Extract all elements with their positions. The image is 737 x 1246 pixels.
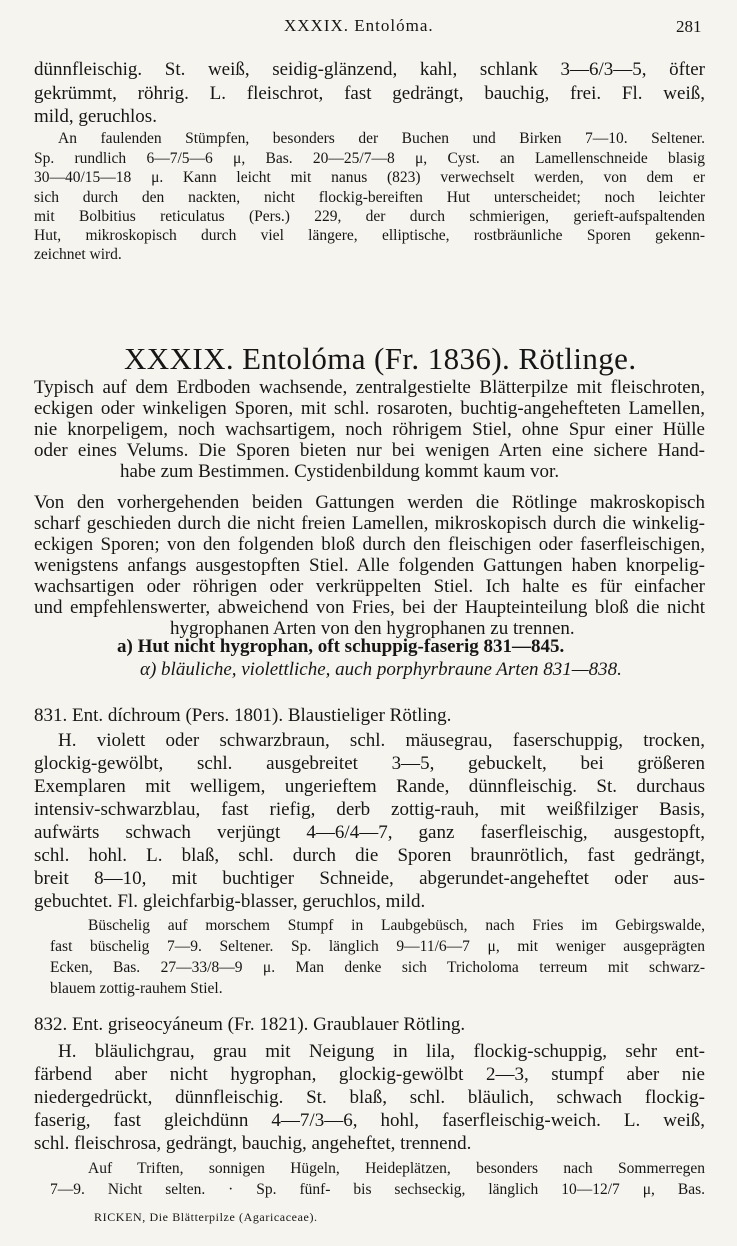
species-heading: 832. Ent. griseocyáneum (Fr. 1821). Graublauer Rötling. xyxy=(34,1014,466,1035)
text-line: schl. fleischrosa, gedrängt, bauchig, angeheftet, trennend. xyxy=(34,1133,472,1154)
text-line: und empfehlenswerter, abweichend von Fries, bei der Haupteinteilung bloß die nicht xyxy=(34,597,705,618)
key-a: a) Hut nicht hygrophan, oft schuppig-faserig 831—845. xyxy=(117,636,565,657)
text-line: eckigen oder winkeligen Sporen, mit schl. rosaroten, buchtig-angehefteten Lamellen, xyxy=(34,398,705,419)
text-line: 7—9. Nicht selten. · Sp. fünf- bis sechseckig, länglich 10—12/7 μ, Bas. xyxy=(50,1181,705,1198)
text-line: intensiv-schwarzblau, fast riefig, derb zottig-rauh, mit weißfilziger Basis, xyxy=(34,799,705,820)
text-line: sich durch den nackten, nicht flockig-bereiften Hut unterscheidet; noch leichter xyxy=(34,189,705,206)
text-line: wenigstens anfangs ausgestopften Stiel. Alle folgenden Gattungen haben knorpelig- xyxy=(34,555,705,576)
text-line: Büschelig auf morschem Stumpf in Laubgebüsch, nach Fries im Gebirgswalde, xyxy=(88,917,705,934)
text-line: Ecken, Bas. 27—33/8—9 μ. Man denke sich Tricholoma terreum mit schwarz- xyxy=(50,959,705,976)
text-line: aufwärts schwach verjüngt 4—6/4—7, ganz faserfleischig, ausgestopft, xyxy=(34,822,705,843)
text-line: Typisch auf dem Erdboden wachsende, zentralgestielte Blätterpilze mit fleischroten, xyxy=(34,377,705,398)
running-head: XXXIX. Entolóma. xyxy=(284,16,434,35)
text-line: scharf geschieden durch die nicht freien Lamellen, mikroskopisch durch die winkelig- xyxy=(34,513,705,534)
text-line: färbend aber nicht hygrophan, glockig-gewölbt 2—3, stumpf aber nie xyxy=(34,1064,705,1085)
text-line: oder eines Velums. Die Sporen bieten nur bei wenigen Arten eine sichere Hand- xyxy=(34,440,705,461)
text-line: Von den vorhergehenden beiden Gattungen werden die Rötlinge makroskopisch xyxy=(34,492,705,513)
text-line: wachsartigen oder röhrigen oder verkrüppelten Stiel. Ich halte es für einfacher xyxy=(34,576,705,597)
text-line: glockig-gewölbt, schl. ausgebreitet 3—5, gebuckelt, bei größeren xyxy=(34,753,705,774)
text-line: Sp. rundlich 6—7/5—6 μ, Bas. 20—25/7—8 μ, Cyst. an Lamellenschneide blasig xyxy=(34,150,705,167)
text-line: Auf Triften, sonnigen Hügeln, Heideplätzen, besonders nach Sommerregen xyxy=(88,1160,705,1177)
key-alpha: α) bläuliche, violettliche, auch porphyrbraune Arten 831—838. xyxy=(140,659,622,680)
text-line: blauem zottig-rauhem Stiel. xyxy=(50,980,223,997)
text-line: 30—40/15—18 μ. Kann leicht mit nanus (823) verwechselt werden, von dem er xyxy=(34,169,705,186)
text-line: hygrophanen Arten von den hygrophanen zu trennen. xyxy=(170,618,575,639)
text-line: nie knorpeligem, noch wachsartigem, noch röhrigem Stiel, ohne Spur einer Hülle xyxy=(34,419,705,440)
text-line: gebuchtet. Fl. gleichfarbig-blasser, geruchlos, mild. xyxy=(34,891,426,912)
text-line: H. bläulichgrau, grau mit Neigung in lila, flockig-schuppig, sehr ent- xyxy=(58,1041,705,1062)
text-line: An faulenden Stümpfen, besonders der Buchen und Birken 7—10. Seltener. xyxy=(58,130,705,147)
text-line: dünnfleischig. St. weiß, seidig-glänzend, kahl, schlank 3—6/3—5, öfter xyxy=(34,59,705,80)
text-line: zeichnet wird. xyxy=(34,246,122,263)
text-line: fast büschelig 7—9. Seltener. Sp. länglich 9—11/6—7 μ, mit weniger ausgeprägten xyxy=(50,938,705,955)
text-line: breit 8—10, mit buchtiger Schneide, abgerundet-angeheftet oder aus- xyxy=(34,868,705,889)
genus-title: XXXIX. Entolóma (Fr. 1836). Rötlinge. xyxy=(124,341,637,376)
text-line: mit Bolbitius reticulatus (Pers.) 229, der durch schmierigen, gerieft-aufspaltenden xyxy=(34,208,705,225)
text-line: niedergedrückt, dünnfleischig. St. blaß, schl. bläulich, schwach flockig- xyxy=(34,1087,705,1108)
text-line: schl. hohl. L. blaß, schl. durch die Sporen braunrötlich, fast gedrängt, xyxy=(34,845,705,866)
text-line: faserig, fast gleichdünn 4—7/3—6, hohl, faserfleischig-weich. L. weiß, xyxy=(34,1110,705,1131)
text-line: H. violett oder schwarzbraun, schl. mäusegrau, faserschuppig, trocken, xyxy=(58,730,705,751)
text-line: Exemplaren mit welligem, ungerieftem Rande, dünnfleischig. St. durchaus xyxy=(34,776,705,797)
text-line: mild, geruchlos. xyxy=(34,106,157,127)
text-line: Hut, mikroskopisch durch viel längere, elliptische, rostbräunliche Sporen gekenn- xyxy=(34,227,705,244)
page-number: 281 xyxy=(676,17,702,36)
text-line: gekrümmt, röhrig. L. fleischrot, fast gedrängt, bauchig, frei. Fl. weiß, xyxy=(34,83,705,104)
text-line: habe zum Bestimmen. Cystidenbildung kommt kaum vor. xyxy=(120,461,560,482)
species-heading: 831. Ent. díchroum (Pers. 1801). Blaustieliger Rötling. xyxy=(34,705,452,726)
text-line: eckigen Sporen; von den folgenden bloß durch den fleischigen oder faserfleischigen, xyxy=(34,534,705,555)
footer-text: RICKEN, Die Blätterpilze (Agaricaceae). xyxy=(94,1210,318,1224)
